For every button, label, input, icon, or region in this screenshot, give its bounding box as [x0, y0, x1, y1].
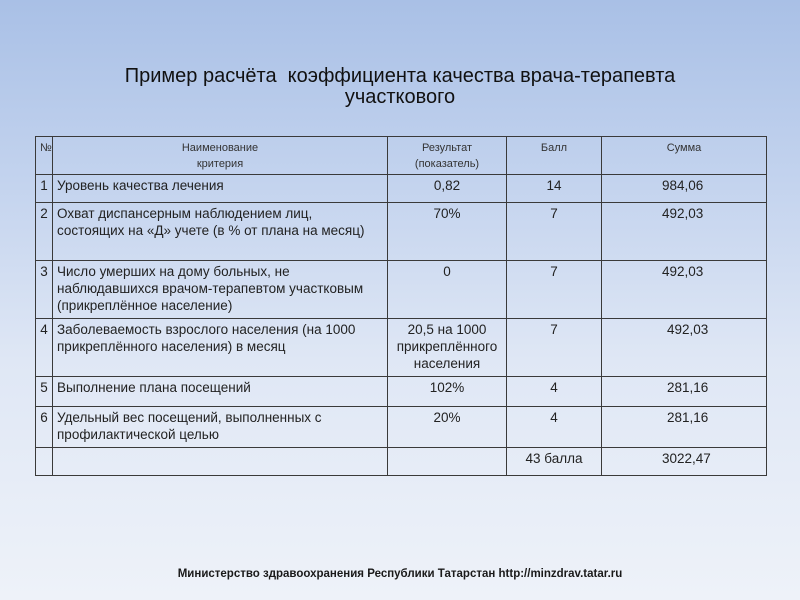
total-score: 43 балла: [507, 448, 602, 476]
total-sum: 3022,47: [602, 448, 767, 476]
table-row: [36, 407, 767, 448]
row-result: 0,82: [388, 175, 507, 203]
row-sum: 984,06: [602, 175, 767, 203]
row-score: 14: [507, 175, 602, 203]
title-line-2: участкового: [344, 86, 456, 108]
row-num: 1: [36, 175, 53, 203]
row-score: 4: [507, 377, 602, 407]
table-row: [36, 175, 767, 203]
row-name: Охват диспансерным наблюдением лиц, состоящих на «Д» учете (в % от плана на месяц): [53, 203, 388, 261]
header-result: [388, 137, 507, 175]
header-name-line-2: критерия: [196, 158, 244, 170]
table-row: [36, 203, 767, 261]
title-line-1: Пример расчёта коэффициента качества врача-терапевта: [124, 65, 676, 87]
total-result-cell: [388, 448, 507, 476]
total-row: [36, 448, 767, 476]
row-sum: 492,03: [602, 203, 767, 261]
row-score: 7: [507, 203, 602, 261]
row-num: 3: [36, 261, 53, 319]
header-num: №: [36, 137, 53, 175]
table-row: [36, 319, 767, 377]
page-title: [0, 66, 800, 108]
row-sum: 492,03: [602, 261, 767, 319]
table-row: [36, 377, 767, 407]
row-name: Выполнение плана посещений: [53, 377, 388, 407]
row-name: Удельный вес посещений, выполненных с профилактической целью: [53, 407, 388, 448]
row-num: 4: [36, 319, 53, 377]
total-name-cell: [53, 448, 388, 476]
row-sum: 281,16: [602, 407, 767, 448]
row-score: 7: [507, 261, 602, 319]
row-sum: 492,03: [602, 319, 767, 377]
header-name-line-1: Наименование: [181, 142, 259, 154]
row-name: Заболеваемость взрослого населения (на 1000 прикреплённого населения) в месяц: [53, 319, 388, 377]
row-score: 4: [507, 407, 602, 448]
row-num: 6: [36, 407, 53, 448]
row-name: Уровень качества лечения: [53, 175, 388, 203]
header-score: Балл: [507, 137, 602, 175]
row-result: 70%: [388, 203, 507, 261]
total-num-cell: [36, 448, 53, 476]
row-result: 20,5 на 1000 прикреплённого населения: [388, 319, 507, 377]
row-result: 20%: [388, 407, 507, 448]
header-name: [53, 137, 388, 175]
row-score: 7: [507, 319, 602, 377]
criteria-table: [35, 136, 767, 476]
table-header-row: [36, 137, 767, 175]
row-num: 2: [36, 203, 53, 261]
footer-text: Министерство здравоохранения Республики Татарстан http://minzdrav.tatar.ru: [177, 568, 623, 580]
row-result: 102%: [388, 377, 507, 407]
header-result-line-2: (показатель): [414, 158, 480, 170]
row-sum: 281,16: [602, 377, 767, 407]
row-result: 0: [388, 261, 507, 319]
row-name: Число умерших на дому больных, не наблюдавшихся врачом-терапевтом участковым (прикреплённое население): [53, 261, 388, 319]
table-row: [36, 261, 767, 319]
header-sum: Сумма: [602, 137, 767, 175]
header-result-line-1: Результат: [421, 142, 473, 154]
row-num: 5: [36, 377, 53, 407]
